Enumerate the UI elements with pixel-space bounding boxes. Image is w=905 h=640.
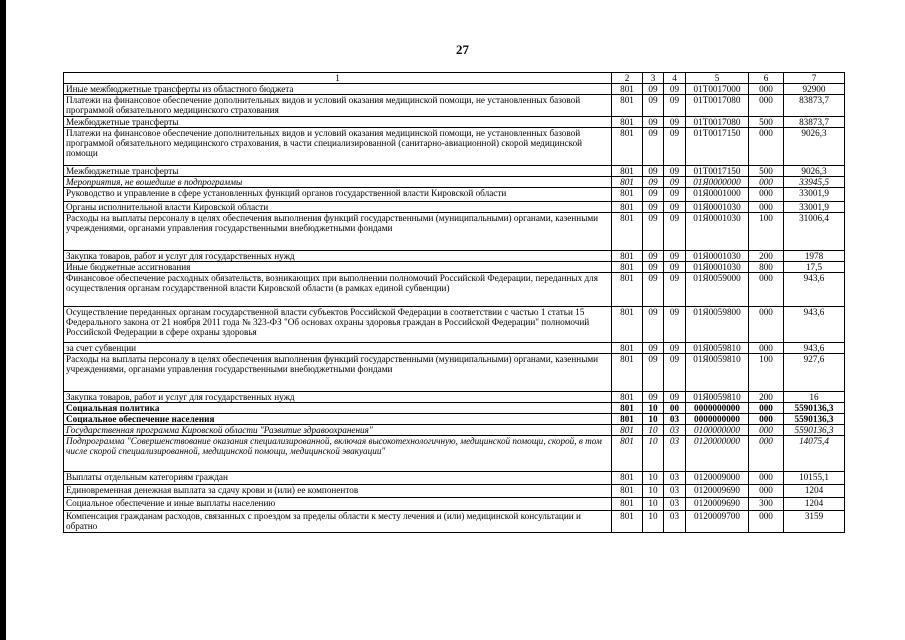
table-row [64,414,845,425]
header-cell: 1 [64,73,612,84]
table-row [64,354,845,392]
amount-cell: 1978 [784,251,845,262]
table-row [64,84,845,95]
target-article-cell: 01Т0017000 [686,84,749,95]
section-code-cell: 09 [643,128,664,166]
target-article-cell: 01Т0017150 [686,128,749,166]
header-cell: 5 [686,73,749,84]
amount-cell: 943,6 [784,343,845,354]
row-name-cell: Иные бюджетные ассигнования [64,262,612,273]
section-code-cell: 09 [643,354,664,392]
row-name-cell: Социальное обеспечение населения [64,414,612,425]
section-code-cell: 09 [643,392,664,403]
subsection-code-cell: 03 [664,511,686,533]
target-article-cell: 01Т0017080 [686,95,749,117]
amount-cell: 31006,4 [784,213,845,251]
section-code-cell: 09 [643,273,664,307]
table-row [64,472,845,485]
target-article-cell: 0120009690 [686,498,749,511]
table-row [64,262,845,273]
expense-type-cell: 000 [749,177,784,188]
table-header-row [64,73,845,84]
amount-cell: 17,5 [784,262,845,273]
subsection-code-cell: 09 [664,262,686,273]
row-name-cell: Социальное обеспечение и иные выплаты населению [64,498,612,511]
subsection-code-cell: 09 [664,95,686,117]
ministry-code-cell: 801 [612,511,643,533]
target-article-cell: 0120009000 [686,472,749,485]
section-code-cell: 10 [643,498,664,511]
table-row [64,128,845,166]
subsection-code-cell: 00 [664,403,686,414]
row-name-cell: Социальная политика [64,403,612,414]
expense-type-cell: 000 [749,403,784,414]
amount-cell: 9026,3 [784,166,845,177]
amount-cell: 1204 [784,485,845,498]
target-article-cell: 01Я0059810 [686,354,749,392]
section-code-cell: 09 [643,177,664,188]
subsection-code-cell: 09 [664,166,686,177]
row-name-cell: Подпрограмма "Совершенствование оказания специализированной, включая высокотехнологичную, медицинской помощи, скорой, в том числе скорой специализированной, медицинской помощи, медицинской эвакуации" [64,436,612,472]
section-code-cell: 09 [643,188,664,202]
section-code-cell: 09 [643,166,664,177]
section-code-cell: 09 [643,202,664,213]
table-row [64,177,845,188]
table-row [64,343,845,354]
ministry-code-cell: 801 [612,251,643,262]
target-article-cell: 01Я0059810 [686,343,749,354]
row-name-cell: Руководство и управление в сфере установленных функций органов государственной власти Кировской области [64,188,612,202]
row-name-cell: Межбюджетные трансферты [64,166,612,177]
subsection-code-cell: 09 [664,307,686,343]
amount-cell: 83873,7 [784,117,845,128]
ministry-code-cell: 801 [612,343,643,354]
expense-type-cell: 000 [749,472,784,485]
expense-type-cell: 000 [749,95,784,117]
table-row [64,95,845,117]
row-name-cell: Расходы на выплаты персоналу в целях обеспечения выполнения функций государственными (муниципальными) органами, казенными учреждениями, органами управления государственными внебюджетными фондами [64,213,612,251]
section-code-cell: 10 [643,485,664,498]
table-row [64,213,845,251]
target-article-cell: 0120009690 [686,485,749,498]
expense-type-cell: 000 [749,202,784,213]
expense-type-cell: 000 [749,188,784,202]
row-name-cell: Закупка товаров, работ и услуг для государственных нужд [64,251,612,262]
target-article-cell: 0100000000 [686,425,749,436]
expense-type-cell: 200 [749,392,784,403]
expense-type-cell: 000 [749,273,784,307]
amount-cell: 10155,1 [784,472,845,485]
subsection-code-cell: 09 [664,188,686,202]
ministry-code-cell: 801 [612,128,643,166]
table-row [64,436,845,472]
row-name-cell: Финансовое обеспечение расходных обязательств, возникающих при выполнении полномочий Российской Федерации, переданных для осуществления органам государственной власти Кировской области (в рамках единой субвенции) [64,273,612,307]
table-row [64,307,845,343]
table-row [64,425,845,436]
target-article-cell: 0000000000 [686,414,749,425]
amount-cell: 33001,9 [784,202,845,213]
row-name-cell: Органы исполнительной власти Кировской области [64,202,612,213]
expense-type-cell: 800 [749,262,784,273]
ministry-code-cell: 801 [612,273,643,307]
row-name-cell: Платежи на финансовое обеспечение дополнительных видов и условий оказания медицинской помощи, не установленных базовой программой обязательного медицинского страхования, в части специализированной (санитарно-авиационной) скорой медицинской помощи [64,128,612,166]
header-cell: 7 [784,73,845,84]
subsection-code-cell: 09 [664,213,686,251]
section-code-cell: 09 [643,307,664,343]
amount-cell: 33945,5 [784,177,845,188]
section-code-cell: 10 [643,414,664,425]
subsection-code-cell: 03 [664,425,686,436]
target-article-cell: 01Я0001030 [686,262,749,273]
expense-type-cell: 100 [749,213,784,251]
row-name-cell: Межбюджетные трансферты [64,117,612,128]
ministry-code-cell: 801 [612,436,643,472]
section-code-cell: 09 [643,262,664,273]
subsection-code-cell: 03 [664,436,686,472]
ministry-code-cell: 801 [612,485,643,498]
amount-cell: 92900 [784,84,845,95]
table-row [64,251,845,262]
subsection-code-cell: 09 [664,202,686,213]
expense-type-cell: 000 [749,425,784,436]
header-cell: 4 [664,73,686,84]
row-name-cell: Единовременная денежная выплата за сдачу крови и (или) ее компонентов [64,485,612,498]
ministry-code-cell: 801 [612,392,643,403]
section-code-cell: 10 [643,403,664,414]
subsection-code-cell: 09 [664,354,686,392]
expense-type-cell: 000 [749,84,784,95]
target-article-cell: 01Я0001000 [686,188,749,202]
table-row [64,485,845,498]
target-article-cell: 0120009700 [686,511,749,533]
ministry-code-cell: 801 [612,498,643,511]
section-code-cell: 10 [643,472,664,485]
row-name-cell: Осуществление переданных органам государственной власти субъектов Российской Федерации в соответствии с частью 1 статьи 15 Федерального закона от 21 ноября 2011 года № 323-ФЗ "Об основах охраны здоровья граждан в Российской Федерации" полномочий Российской Федерации в сфере охраны здоровья [64,307,612,343]
table-row [64,117,845,128]
subsection-code-cell: 03 [664,498,686,511]
ministry-code-cell: 801 [612,188,643,202]
section-code-cell: 09 [643,343,664,354]
ministry-code-cell: 801 [612,95,643,117]
amount-cell: 3159 [784,511,845,533]
target-article-cell: 01Т0017080 [686,117,749,128]
expense-type-cell: 100 [749,354,784,392]
ministry-code-cell: 801 [612,213,643,251]
target-article-cell: 01Я0000000 [686,177,749,188]
table-row [64,202,845,213]
subsection-code-cell: 09 [664,84,686,95]
subsection-code-cell: 09 [664,392,686,403]
table-row [64,273,845,307]
amount-cell: 5590136,3 [784,414,845,425]
ministry-code-cell: 801 [612,177,643,188]
amount-cell: 5590136,3 [784,403,845,414]
expense-type-cell: 000 [749,343,784,354]
expense-type-cell: 500 [749,166,784,177]
expense-type-cell: 000 [749,128,784,166]
target-article-cell: 0000000000 [686,403,749,414]
subsection-code-cell: 03 [664,414,686,425]
subsection-code-cell: 03 [664,472,686,485]
expense-type-cell: 500 [749,117,784,128]
table-row [64,166,845,177]
target-article-cell: 01Я0001030 [686,202,749,213]
amount-cell: 943,6 [784,307,845,343]
amount-cell: 16 [784,392,845,403]
table-row [64,403,845,414]
table-row [64,498,845,511]
subsection-code-cell: 09 [664,251,686,262]
subsection-code-cell: 09 [664,177,686,188]
ministry-code-cell: 801 [612,262,643,273]
row-name-cell: Иные межбюджетные трансферты из областного бюджета [64,84,612,95]
subsection-code-cell: 09 [664,273,686,307]
table-row [64,188,845,202]
row-name-cell: за счет субвенции [64,343,612,354]
page-number: 27 [456,42,469,57]
section-code-cell: 09 [643,84,664,95]
subsection-code-cell: 03 [664,485,686,498]
ministry-code-cell: 801 [612,84,643,95]
target-article-cell: 01Я0059810 [686,392,749,403]
target-article-cell: 0120000000 [686,436,749,472]
section-code-cell: 09 [643,117,664,128]
section-code-cell: 10 [643,436,664,472]
section-code-cell: 10 [643,511,664,533]
scan-edge-shadow [0,0,6,640]
ministry-code-cell: 801 [612,403,643,414]
expense-type-cell: 000 [749,414,784,425]
row-name-cell: Платежи на финансовое обеспечение дополнительных видов и условий оказания медицинской помощи, не установленных базовой программой обязательного медицинского страхования [64,95,612,117]
amount-cell: 83873,7 [784,95,845,117]
row-name-cell: Расходы на выплаты персоналу в целях обеспечения выполнения функций государственными (муниципальными) органами, казенными учреждениями, органами управления государственными внебюджетными фондами [64,354,612,392]
amount-cell: 1204 [784,498,845,511]
amount-cell: 33001,9 [784,188,845,202]
expense-type-cell: 300 [749,498,784,511]
ministry-code-cell: 801 [612,307,643,343]
section-code-cell: 09 [643,95,664,117]
target-article-cell: 01Я0059000 [686,273,749,307]
expense-type-cell: 000 [749,307,784,343]
ministry-code-cell: 801 [612,166,643,177]
table-row [64,392,845,403]
section-code-cell: 10 [643,425,664,436]
section-code-cell: 09 [643,251,664,262]
header-cell: 6 [749,73,784,84]
amount-cell: 927,6 [784,354,845,392]
amount-cell: 943,6 [784,273,845,307]
ministry-code-cell: 801 [612,117,643,128]
ministry-code-cell: 801 [612,414,643,425]
expense-type-cell: 000 [749,511,784,533]
row-name-cell: Выплаты отдельным категориям граждан [64,472,612,485]
amount-cell: 9026,3 [784,128,845,166]
subsection-code-cell: 09 [664,117,686,128]
row-name-cell: Мероприятия, не вошедшие в подпрограммы [64,177,612,188]
target-article-cell: 01Т0017150 [686,166,749,177]
target-article-cell: 01Я0059800 [686,307,749,343]
expense-type-cell: 000 [749,436,784,472]
row-name-cell: Компенсация гражданам расходов, связанных с проездом за пределы области к месту лечения и (или) медицинской консультации и обратно [64,511,612,533]
ministry-code-cell: 801 [612,425,643,436]
ministry-code-cell: 801 [612,202,643,213]
amount-cell: 5590136,3 [784,425,845,436]
subsection-code-cell: 09 [664,343,686,354]
subsection-code-cell: 09 [664,128,686,166]
ministry-code-cell: 801 [612,472,643,485]
expense-type-cell: 000 [749,485,784,498]
section-code-cell: 09 [643,213,664,251]
expense-type-cell: 200 [749,251,784,262]
budget-table [63,72,845,533]
row-name-cell: Закупка товаров, работ и услуг для государственных нужд [64,392,612,403]
header-cell: 3 [643,73,664,84]
row-name-cell: Государственная программа Кировской области "Развитие здравоохранения" [64,425,612,436]
ministry-code-cell: 801 [612,354,643,392]
header-cell: 2 [612,73,643,84]
target-article-cell: 01Я0001030 [686,251,749,262]
amount-cell: 14075,4 [784,436,845,472]
table-row [64,511,845,533]
target-article-cell: 01Я0001030 [686,213,749,251]
